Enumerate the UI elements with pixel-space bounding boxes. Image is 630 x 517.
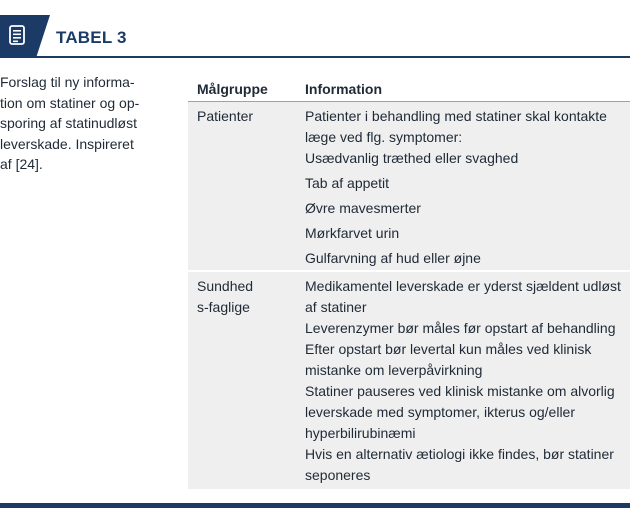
info-item: Statiner pauseres ved klinisk mistanke om alvorlig leverskade med symptomer, ikterus og/eller hyperbilirubinæmi xyxy=(305,383,615,441)
table-header-row xyxy=(188,76,630,102)
row-info-cell xyxy=(296,272,630,489)
header-icon-box xyxy=(0,15,36,58)
info-item: Øvre mavesmerter xyxy=(305,200,421,216)
table-header-bar xyxy=(0,15,630,55)
table-title: TABEL 3 xyxy=(56,28,127,47)
info-item: Efter opstart bør levertal kun måles ved klinisk mistanke om leverpåvirkning xyxy=(305,341,592,378)
info-item: Usædvanlig træthed eller svaghed xyxy=(305,150,519,166)
column-header-target-group: Målgruppe xyxy=(197,81,268,97)
header-divider xyxy=(0,56,630,58)
info-item: Hvis en alternativ ætiologi ikke findes, bør statiner seponeres xyxy=(305,446,614,483)
row-info-cell xyxy=(296,102,630,270)
table-row xyxy=(188,102,630,270)
info-item: Leverenzymer bør måles før opstart af behandling xyxy=(305,320,616,336)
info-item: Tab af appetit xyxy=(305,175,390,191)
info-item: Medikamentel leverskade er yderst sjældent udløst af statiner xyxy=(305,278,621,315)
table-caption xyxy=(0,72,160,175)
document-list-icon xyxy=(9,25,25,45)
row-group-label xyxy=(188,272,296,489)
caption-line: Forslag til ny informa- xyxy=(0,74,135,90)
column-header-information: Information xyxy=(305,81,382,97)
info-item: Gulfarvning af hud eller øjne xyxy=(305,250,481,266)
caption-line: af [24]. xyxy=(0,156,43,172)
info-table xyxy=(188,76,630,489)
caption-line: leverskade. Inspireret xyxy=(0,135,134,152)
row-group-label-text: Sundheds-faglige xyxy=(197,278,254,315)
caption-line: tion om statiner og op- xyxy=(0,94,140,111)
info-item: Patienter i behandling med statiner skal kontakte læge ved flg. symptomer: xyxy=(305,108,607,145)
caption-line: sporing af statinudløst xyxy=(0,115,137,131)
info-item: Mørkfarvet urin xyxy=(305,225,400,241)
row-group-label: Patienter xyxy=(197,108,254,124)
bottom-rule xyxy=(0,503,630,508)
table-row xyxy=(188,270,630,489)
